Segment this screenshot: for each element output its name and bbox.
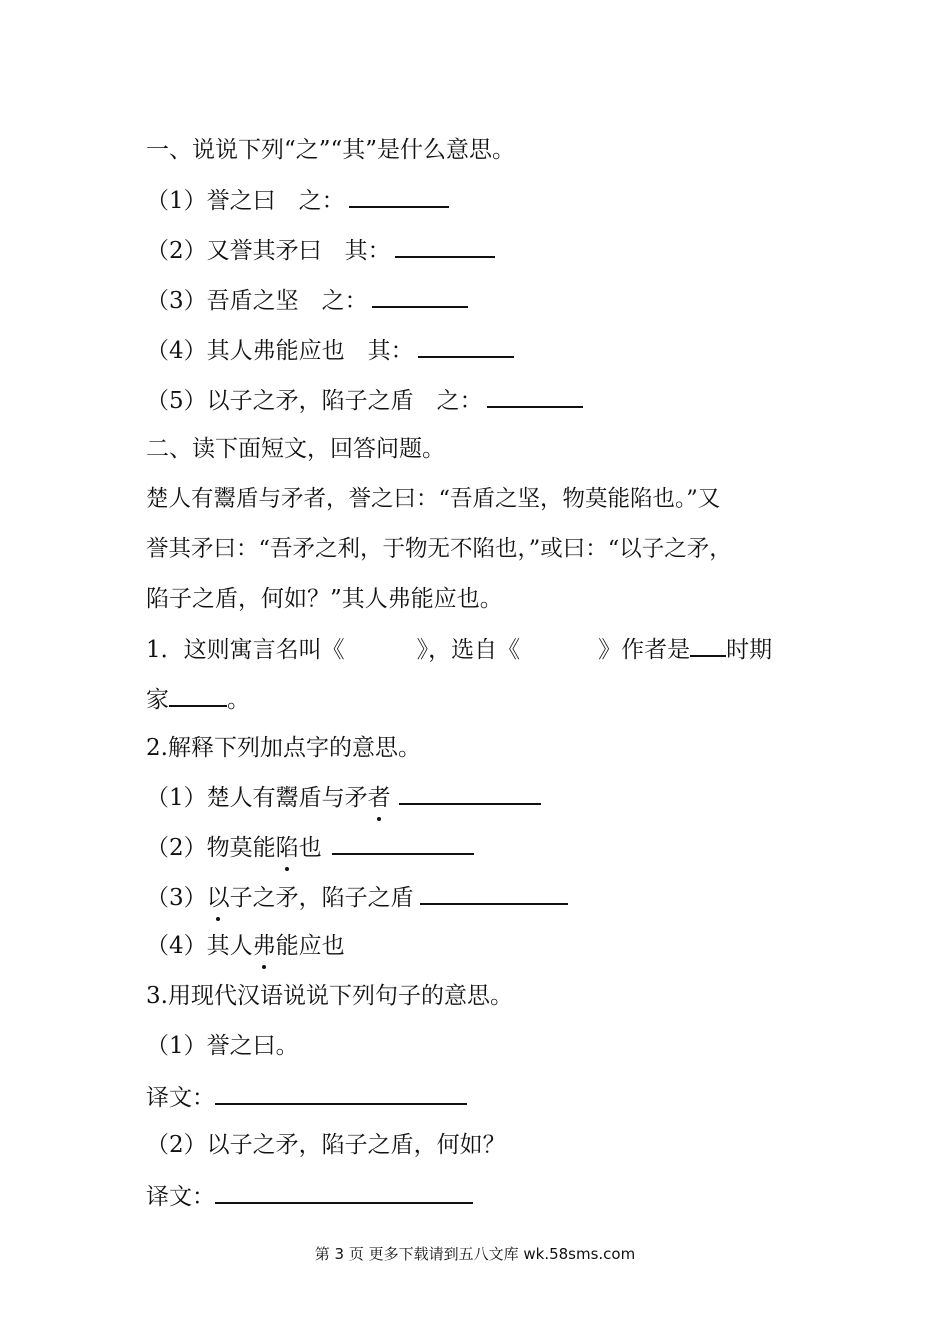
page-footer: 第 3 页 更多下载请到五八文库 wk.58sms.com [314, 1245, 636, 1263]
q1-part3: 》作者是 [598, 637, 691, 663]
answer-blank[interactable] [487, 384, 583, 408]
translation-row-2 [146, 1180, 473, 1212]
section1-item-4 [146, 334, 514, 366]
dotted-char: 以 [206, 885, 230, 911]
item-prefix: （1）楚人有鬻盾与矛 [146, 785, 368, 811]
item-prefix: （3） [146, 885, 207, 911]
translation-label: 译文： [146, 1085, 215, 1111]
translation-blank[interactable] [215, 1180, 473, 1204]
q3-item-2: （2）以子之矛，陷子之盾，何如？ [146, 1132, 506, 1158]
q2-item-1 [146, 781, 541, 813]
question-1-line-2 [146, 683, 250, 715]
q1-part1: 1．这则寓言名叫《 [146, 637, 345, 663]
q3-item-1: （1）誉之曰。 [146, 1033, 299, 1059]
dotted-char: 者 [367, 785, 391, 811]
item-suffix: 子之矛，陷子之盾 [229, 885, 414, 911]
dotted-char: 弗 [252, 933, 276, 959]
answer-blank[interactable] [349, 184, 449, 208]
section2-title: 二、读下面短文，回答问题。 [146, 436, 445, 462]
passage-line-1: 楚人有鬻盾与矛者，誉之曰：“吾盾之坚，物莫能陷也。”又 [146, 486, 721, 512]
answer-blank[interactable] [332, 831, 474, 855]
section1-item-3 [146, 284, 468, 316]
section1-item-1 [146, 184, 449, 216]
q1-part2: 》，选自《 [416, 637, 521, 663]
answer-blank[interactable] [420, 881, 568, 905]
item-text: （5）以子之矛，陷子之盾 之： [146, 388, 483, 414]
answer-blank[interactable] [372, 284, 468, 308]
translation-label: 译文： [146, 1184, 215, 1210]
answer-blank[interactable] [399, 781, 541, 805]
question-3-title: 3.用现代汉语说说下列句子的意思。 [146, 983, 513, 1009]
section1-item-2 [146, 234, 495, 266]
item-text: （3）吾盾之坚 之： [146, 288, 368, 314]
item-text: （4）其人弗能应也 其： [146, 338, 414, 364]
item-text: （2）又誉其矛曰 其： [146, 238, 391, 264]
item-text: （1）誉之曰 之： [146, 188, 345, 214]
author-blank[interactable] [169, 683, 227, 707]
question-1-line-1 [146, 633, 772, 665]
item-suffix: 也 [298, 835, 322, 861]
q1-part4: 时期 [726, 637, 773, 663]
q2-item-2 [146, 831, 474, 863]
translation-blank[interactable] [215, 1081, 467, 1105]
q1-part6: 。 [227, 687, 250, 713]
q2-item-4 [146, 931, 345, 961]
passage-line-2: 誉其矛曰：“吾矛之利，于物无不陷也，”或曰：“以子之矛， [146, 536, 732, 562]
question-2-title: 2.解释下列加点字的意思。 [146, 735, 421, 761]
passage-line-3: 陷子之盾，何如？”其人弗能应也。 [146, 586, 503, 612]
section1-title: 一、说说下列“之”“其”是什么意思。 [146, 137, 516, 163]
q1-part5: 家 [146, 687, 169, 713]
translation-row-1 [146, 1081, 467, 1113]
item-prefix: （2）物莫能 [146, 835, 276, 861]
answer-blank[interactable] [418, 334, 514, 358]
q2-item-3 [146, 881, 568, 913]
section1-item-5 [146, 384, 583, 416]
dotted-char: 陷 [275, 835, 299, 861]
item-suffix: 能应也 [275, 933, 345, 959]
period-blank[interactable] [690, 633, 726, 657]
answer-blank[interactable] [395, 234, 495, 258]
item-prefix: （4）其人 [146, 933, 253, 959]
